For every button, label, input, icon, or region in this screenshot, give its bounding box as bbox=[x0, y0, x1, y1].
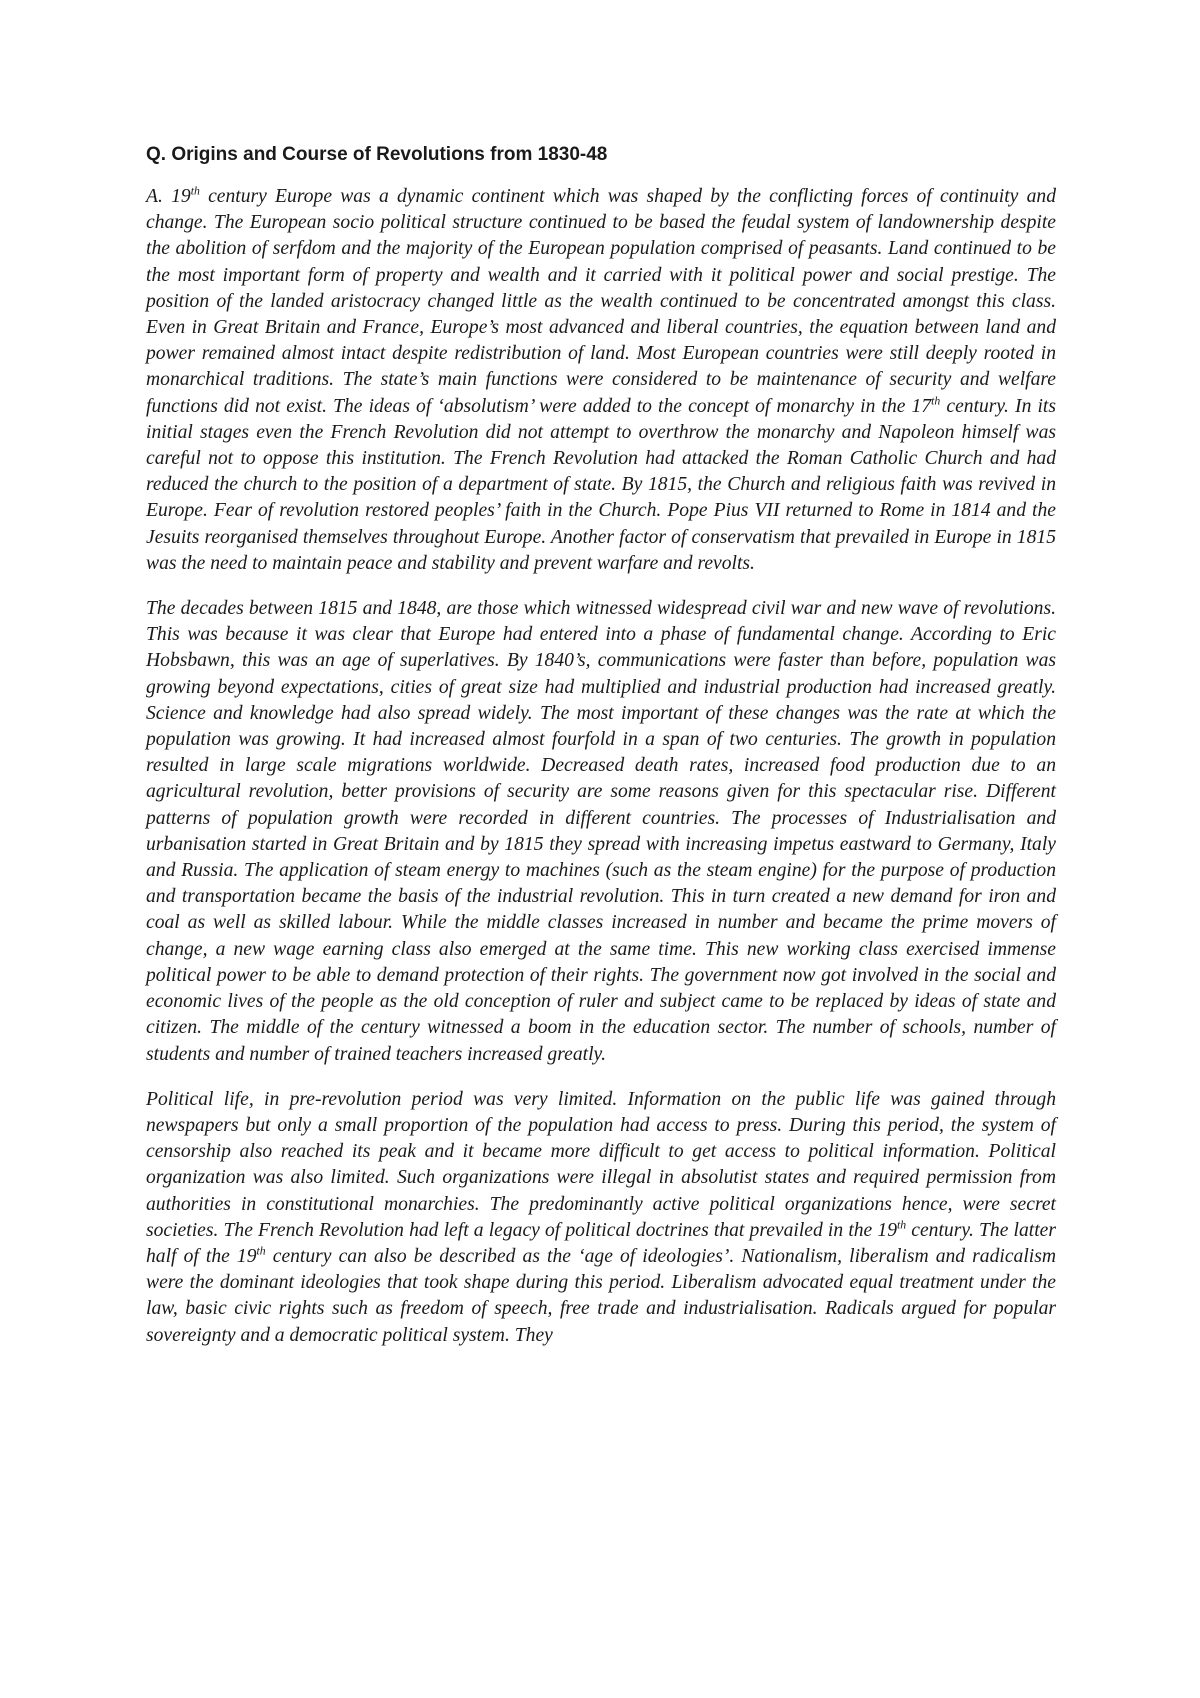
text-segment: A. 19 bbox=[146, 186, 191, 207]
body-paragraph-2 bbox=[146, 596, 1056, 1068]
document-body bbox=[146, 142, 1056, 1368]
ordinal-suffix: th bbox=[190, 184, 200, 198]
question-title: Q. Origins and Course of Revolutions from 1830-48 bbox=[146, 144, 608, 165]
body-paragraph-3 bbox=[146, 1087, 1056, 1349]
ordinal-suffix: th bbox=[897, 1218, 907, 1232]
text-segment: The decades between 1815 and 1848, are those which witnessed widespread civil war and new wave of revolutions. This was because it was clear that Europe had entered into a phase of fundamental change. According to Eric Hobsbawn, this was an age of superlatives. By 1840’s, communications were faster than before, population was growing beyond expectations, cities of great size had multiplied and industrial production had increased greatly. Science and knowledge had also spread widely. The most important of these changes was the rate at which the population was growing. It had increased almost fourfold in a span of two centuries. The growth in population resulted in large scale migrations worldwide. Decreased death rates, increased food production due to an agricultural revolution, better provisions of security are some reasons given for this spectacular rise. Different patterns of population growth were recorded in different countries. The processes of Industrialisation and urbanisation started in Great Britain and by 1815 they spread with increasing impetus eastward to Germany, Italy and Russia. The application of steam energy to machines (such as the steam engine) for the purpose of production and transportation became the basis of the industrial revolution. This in turn created a new demand for iron and coal as well as skilled labour. While the middle classes increased in number and became the prime movers of change, a new wage earning class also emerged at the same time. This new working class exercised immense political power to be able to demand protection of their rights. The government now got involved in the social and economic lives of the people as the old conception of ruler and subject came to be replaced by ideas of state and citizen. The middle of the century witnessed a boom in the education sector. The number of schools, number of students and number of trained teachers increased greatly. bbox=[146, 598, 1056, 1065]
text-segment: century can also be described as the ‘age of ideologies’. Nationalism, liberalism and radicalism were the dominant ideologies that took shape during this period. Liberalism advocated equal treatment under the law, basic civic rights such as freedom of speech, free trade and industrialisation. Radicals argued for popular sovereignty and a democratic political system. They bbox=[146, 1245, 1056, 1346]
ordinal-suffix: th bbox=[256, 1244, 266, 1258]
ordinal-suffix: th bbox=[931, 394, 941, 408]
text-segment: century. The latter half of the 19 bbox=[146, 1219, 1056, 1267]
text-segment: century. In its initial stages even the French Revolution did not attempt to overthrow the monarchy and Napoleon himself was careful not to oppose this institution. The French Revolution had attacked the Roman Catholic Church and had reduced the church to the position of a department of state. By 1815, the Church and religious faith was revived in Europe. Fear of revolution restored peoples’ faith in the Church. Pope Pius VII returned to Rome in 1814 and the Jesuits reorganised themselves throughout Europe. Another factor of conservatism that prevailed in Europe in 1815 was the need to maintain peace and stability and prevent warfare and revolts. bbox=[146, 395, 1056, 574]
text-segment: century Europe was a dynamic continent which was shaped by the conflicting forces of continuity and change. The European socio political structure continued to be based the feudal system of landownership despite the abolition of serfdom and the majority of the European population comprised of peasants. Land continued to be the most important form of property and wealth and it carried with it political power and social prestige. The position of the landed aristocracy changed little as the wealth continued to be concentrated amongst this class. Even in Great Britain and France, Europe’s most advanced and liberal countries, the equation between land and power remained almost intact despite redistribution of land. Most European countries were still deeply rooted in monarchical traditions. The state’s main functions were considered to be maintenance of security and welfare functions did not exist. The ideas of ‘absolutism’ were added to the concept of monarchy in the 17 bbox=[146, 186, 1057, 417]
text-segment: Political life, in pre-revolution period was very limited. Information on the public life was gained through newspapers but only a small proportion of the population had access to press. During this period, the system of censorship also reached its peak and it became more difficult to get access to political information. Political organization was also limited. Such organizations were illegal in absolutist states and required permission from authorities in constitutional monarchies. The predominantly active political organizations hence, were secret societies. The French Revolution had left a legacy of political doctrines that prevailed in the 19 bbox=[146, 1088, 1056, 1241]
answer-paragraph-1 bbox=[146, 184, 1056, 577]
